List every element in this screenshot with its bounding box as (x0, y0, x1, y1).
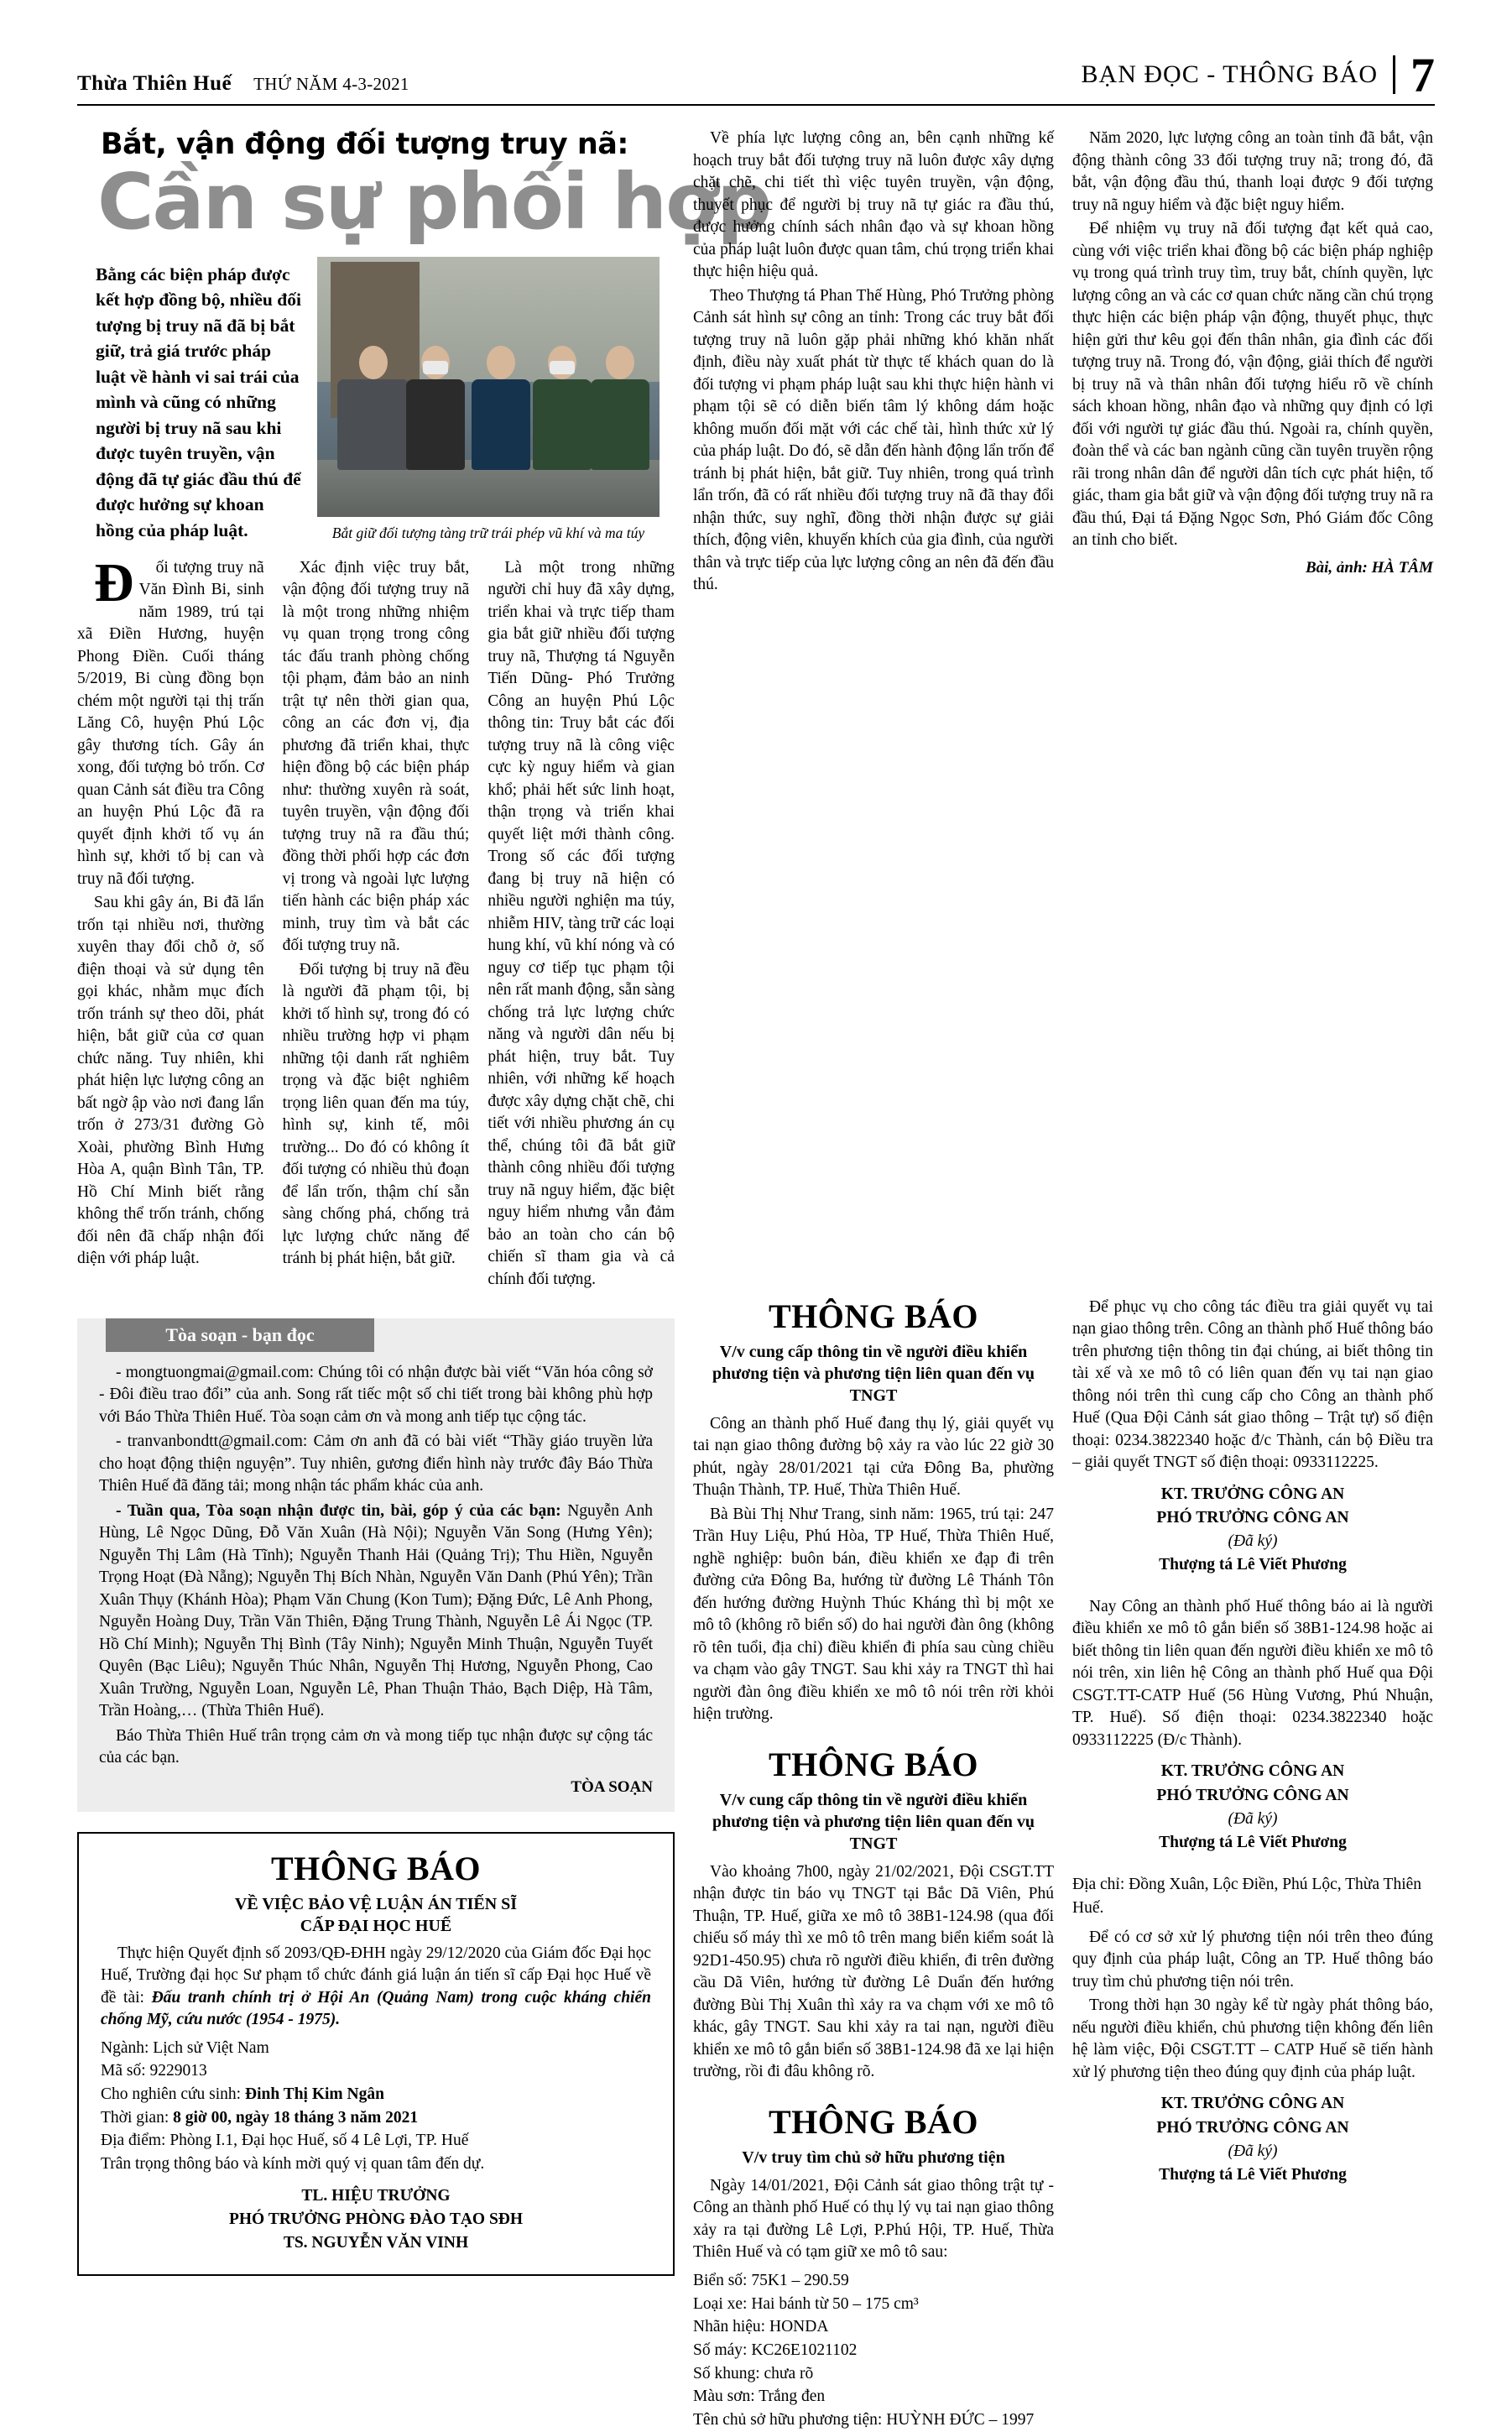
tngt2-signature (1072, 1760, 1433, 1855)
owner-field-label: Loại xe: (693, 2294, 752, 2313)
phd-sign-line: TL. HIỆU TRƯỞNG (301, 2186, 451, 2205)
owner-notice-intro: Ngày 14/01/2021, Đội Cảnh sát giao thông trật tự - Công an thành phố Huế có thụ lý vụ tai nạn giao thông xảy ra tại đường Lê Lợi, P.Phú Hội, TP. Huế, Thừa Thiên Huế và có tạm giữ xe mô tô sau: (693, 2176, 1054, 2262)
tngt2-body (693, 1861, 1054, 2084)
tngt2-sign-line: KT. TRƯỞNG CÔNG AN (1160, 1762, 1345, 1781)
phd-notice-sub2: CẤP ĐẠI HỌC HUẾ (300, 1916, 452, 1935)
owner-field-value: Hai bánh từ 50 – 175 cm³ (751, 2294, 919, 2313)
owner-field-value: Đồng Xuân, Lộc Điền, Phú Lộc, Thừa Thiên Huế. (1072, 1876, 1422, 1918)
section-title: BẠN ĐỌC - THÔNG BÁO (1081, 60, 1378, 89)
owner-field-value: HONDA (769, 2318, 829, 2336)
toasoan-signature: TÒA SOẠN (571, 1777, 653, 1796)
feature-paragraph: Theo Thượng tá Phan Thế Hùng, Phó Trưởng phòng Cảnh sát hình sự công an tỉnh: Trong các truy bắt đối tượng truy nã luôn gặp phải những khó khăn nhất định, điều này xuất phát từ thực tế khách quan do là đối tượng vi phạm pháp luật sau khi thực hiện hành vi phạm tội sẽ có diễn biến tâm lý không dám hoặc không muốn đối mặt với các chế tài, hình thức xử lý của pháp luật. Do đó, sẽ dẫn đến hành động lẩn trốn để tránh bị phát hiện, bắt giữ. Tuy nhiên, trong quá trình lẩn trốn, đã có rất nhiều đối tượng truy nã đã thay đổi nhận thức, suy nghĩ, đồng thời nhận được sự giải thích, động viên, khuyến khích của gia đình, của người thân và trực tiếp của lực lượng công an nên đã đến đầu thú. (693, 286, 1054, 594)
owner-search-notice (693, 2102, 1054, 2432)
owner-field-label: Biển số: (693, 2271, 752, 2289)
tngt1-sub: V/v cung cấp thông tin về người điều khiển phương tiện và phương tiện liên quan đến vụ TNGT (712, 1342, 1035, 1405)
top-grid (77, 128, 1435, 1292)
tngt2-title: THÔNG BÁO (768, 1745, 979, 1783)
masthead (77, 47, 1435, 106)
owner-field-row (693, 2269, 1054, 2293)
tngt2-paragraph: Vào khoảng 7h00, ngày 21/02/2021, Đội CSGT.TT nhận được tin báo vụ TNGT tại Bắc Dã Viên, Phú Thuận, TP. Huế, giữa xe mô tô 38B1-124.98 (qua đối chiếu số máy thì xe mô tô trên mang biển kiểm soát là 92D1-450.95) chưa rõ người điều khiển, đi trên đường cầu Dã Viên, hướng từ đường Lê Duẩn đến hướng đường Bùi Thị Xuân thì xảy ra va chạm với xe mô tô khác, gây TNGT. Sau khi xảy ra tai nạn, người điều khiển xe mô tô gắn biển số 38B1-124.98 đã xe lại hiện trường, rồi đi đâu không rõ. (693, 1862, 1054, 2081)
toasoan-body (77, 1352, 675, 1798)
owner-notice-paragraph: Trong thời hạn 30 ngày kể từ ngày phát thông báo, nếu người điều khiển, chủ phương tiện không đến liên hệ làm việc, Đội CSGT.TT – CATP Huế sẽ tiến hành xử lý phương tiện theo đúng quy định của pháp luật. (1072, 1996, 1433, 2081)
tngt1-paragraph: Công an thành phố Huế đang thụ lý, giải quyết vụ tai nạn giao thông đường bộ xảy ra vào lúc 22 giờ 30 phút, ngày 28/01/2021 tại cửa Đông Ba, phường Thuận Thành, TP. Huế, Thừa Thiên Huế. (693, 1414, 1054, 1500)
photo-person (406, 346, 465, 470)
owner-address-row (1072, 1873, 1433, 1919)
feature-article (77, 128, 771, 1292)
owner-field-row (693, 2339, 1054, 2362)
feature-paragraph: Về phía lực lượng công an, bên cạnh những kế hoạch truy bắt đối tượng truy nã luôn được xây dựng chặt chẽ, chi tiết thì việc tuyên truyền, vận động, thuyết phục để người bị truy nã tự giác ra đầu thú, được hưởng chính sách nhân đạo và sự khoan hồng của pháp luật luôn được quan tâm, chú trọng triển khai thực hiện hiệu quả. (693, 129, 1054, 281)
phd-field-value: Lịch sử Việt Nam (153, 2038, 269, 2057)
phd-field-row (101, 2106, 651, 2130)
issue-date: THỨ NĂM 4-3-2021 (253, 74, 409, 94)
tngt2-continuation (1072, 1596, 1433, 1855)
feature-paragraph: Để nhiệm vụ truy nã đối tượng đạt kết quả cao, cùng với việc triển khai đồng bộ các biện pháp nghiệp vụ trong quá trình truy tìm, truy bắt, chính quyền, lực lượng công an và các cơ quan chức năng cần chú trọng thực hiện các biện pháp vận động, thuyết phục, thực hiện gửi thư kêu gọi đến thân nhân, gia đình các đối tượng truy nã. Trong đó, vận động, giải thích để người bị truy nã và thân nhân đối tượng hiểu rõ về chính sách khoan hồng, nhân đạo và những quy định có lợi đối với người tự giác đầu thú. Ngoài ra, chính quyền, đoàn thể và các ban ngành cũng cần tuyên truyền rộng rãi trong nhân dân để người dân tích cực phát hiện, tố giác, tham gia bắt giữ và vận động đối tượng truy nã ra đầu thú, Đại tá Đặng Ngọc Sơn, Phó Giám đốc Công an tỉnh cho biết. (1072, 220, 1433, 550)
owner-field-value: chưa rõ (764, 2364, 814, 2382)
phd-field-label: Cho nghiên cứu sinh: (101, 2085, 245, 2104)
tngt1-sign-line: KT. TRƯỞNG CÔNG AN (1160, 1485, 1345, 1503)
owner-sign-line: PHÓ TRƯỞNG CÔNG AN (1156, 2118, 1349, 2137)
tngt1-continuation (1072, 1297, 1433, 1578)
feature-lead: Bằng các biện pháp được kết hợp đồng bộ, nhiều đối tượng bị truy nã đã bị bắt giữ, trả giá trước pháp luật về hành vi sai trái của mình và cũng có những người bị truy nã sau khi được tuyên truyền, vận động đã tự giác đầu thú để được hưởng sự khoan hồng của pháp luật. (96, 264, 301, 540)
phd-field-value: Đinh Thị Kim Ngân (244, 2085, 384, 2104)
page-number: 7 (1410, 47, 1435, 102)
phd-notice-fields (101, 2037, 651, 2176)
phd-notice-closing: Trân trọng thông báo và kính mời quý vị quan tâm đến dự. (101, 2155, 485, 2174)
owner-sign-line: Thượng tá Lê Viết Phương (1159, 2166, 1347, 2184)
feature-paragraph: Đối tượng truy nã Văn Đình Bi, sinh năm 1989, trú tại xã Điền Hương, huyện Phong Điền. Cuối tháng 5/2019, Bi cùng đồng bọn chém một người tại thị trấn Lăng Cô, huyện Phú Lộc gây thương tích. Gây án xong, đối tượng bỏ trốn. Cơ quan Cảnh sát điều tra Công an huyện Phú Lộc đã ra quyết định khởi tố vụ án hình sự, khởi tố bị can và truy nã đối tượng. (77, 551, 264, 888)
owner-field-value: KC26E1021102 (751, 2341, 858, 2360)
owner-notice-sub: V/v truy tìm chủ sở hữu phương tiện (742, 2148, 1005, 2167)
owner-field-label: Tên chủ sở hữu phương tiện: (693, 2411, 887, 2429)
phd-sign-line: TS. NGUYỄN VĂN VINH (283, 2234, 469, 2252)
reader-column (77, 1297, 675, 2432)
phd-field-label: Ngành: (101, 2038, 154, 2057)
tngt2-sign-line: PHÓ TRƯỞNG CÔNG AN (1156, 1786, 1349, 1804)
owner-field-value: HUỲNH ĐỨC – 1997 (886, 2411, 1035, 2429)
tngt1-paragraph: Để phục vụ cho công tác điều tra giải quyết vụ tai nạn giao thông trên. Công an thành phố Huế thông báo trên phương tiện thông tin đại chúng, ai biết thông tin tài xế và xe mô tô có liên quan đến vụ tai nạn giao thông nói trên thì cung cấp cho Công an thành phố Huế (Qua Đội Cảnh sát giao thông – Trật tự) số điện thoại: 0234.3822340 hoặc đ/c Thành, cán bộ Điều tra – giải quyết TNGT số điện thoại: 0933112225. (1072, 1297, 1433, 1472)
owner-field-label: Màu sơn: (693, 2388, 759, 2406)
toasoan-item: - tranvanbondtt@gmail.com: Cảm ơn anh đã có bài viết “Thầy giáo truyền lửa cho hoạt động thiện nguyện”. Tuy nhiên, gương điển hình này trước đây Báo Thừa Thiên Huế đã đăng tải; mong nhận tác phẩm khác của anh. (99, 1433, 653, 1495)
tngt2-paragraph: Nay Công an thành phố Huế thông báo ai là người điều khiển xe mô tô gắn biển số 38B1-124.98 hoặc ai biết thông tin liên quan đến người điều khiển xe mô tô nói trên, xin liên hệ Công an thành phố Huế qua Đội CSGT.TT-CATP Huế (56 Hùng Vương, Phú Nhuận, TP. Huế). Số điện thoại: 0234.3822340 hoặc 0933112225 (Đ/c Thành). (1072, 1597, 1433, 1749)
paper-title: Thừa Thiên Huế (77, 72, 232, 95)
phd-notice-title: THÔNG BÁO (270, 1849, 482, 1887)
feature-photo (317, 257, 660, 517)
owner-field-row (1072, 1873, 1433, 1919)
owner-notice-title: THÔNG BÁO (768, 2102, 979, 2141)
tngt2-sign-line: (Đã ký) (1228, 1809, 1278, 1828)
owner-notice-continuation (1072, 1873, 1433, 2187)
toasoan-box (77, 1318, 675, 1812)
owner-sign-line: (Đã ký) (1228, 2142, 1278, 2160)
feature-lead-row (77, 257, 675, 544)
photo-person (337, 346, 409, 470)
owner-field-row (693, 2293, 1054, 2316)
phd-notice-signature (101, 2184, 651, 2256)
owner-field-value: Trắng đen (759, 2388, 826, 2406)
tngt1-title: THÔNG BÁO (768, 1297, 979, 1335)
owner-field-label: Nhãn hiệu: (693, 2318, 769, 2336)
feature-paragraph: Đối tượng bị truy nã đều là người đã phạm tội, bị khởi tố hình sự, trong đó có nhiều trường hợp vi phạm những tội danh rất nghiêm trọng và đặc biệt nghiêm trọng liên quan đến ma túy, hình sự, kinh tế, môi trường... Do đó có không ít đối tượng có nhiều thủ đoạn để lẩn trốn, thậm chí sẵn sàng chống phá, chống trả lực lượng chức năng để tránh bị phát hiện, bắt giữ. (282, 960, 470, 1268)
owner-field-label: Địa chỉ: (1072, 1876, 1129, 1894)
photo-person (533, 346, 592, 470)
phd-field-value: 8 giờ 00, ngày 18 tháng 3 năm 2021 (173, 2108, 419, 2127)
owner-field-row (693, 2385, 1054, 2409)
tngt1-sign-line: (Đã ký) (1228, 1532, 1278, 1551)
owner-sign-line: KT. TRƯỞNG CÔNG AN (1160, 2095, 1345, 2113)
phd-field-label: Thời gian: (101, 2108, 174, 2127)
owner-field-label: Số khung: (693, 2364, 764, 2382)
owner-field-row (693, 2362, 1054, 2386)
toasoan-thanks-intro: - Tuần qua, Tòa soạn nhận được tin, bài, góp ý của các bạn: (116, 1501, 561, 1520)
phd-field-label: Địa điểm: (101, 2132, 170, 2150)
feature-byline: Bài, ảnh: HÀ TÂM (1305, 558, 1433, 577)
toasoan-thanks-list: Nguyễn Anh Hùng, Lê Ngọc Dũng, Đỗ Văn Xuân (Hà Nội); Nguyễn Văn Song (Hưng Yên); Nguyễn Thị Lâm (Hà Tĩnh); Nguyễn Thanh Hải (Quảng Trị); Thu Hiền, Nguyễn Trọng Hoạt (Đà Nẵng); Nguyễn Thị Bích Nhàn, Nguyễn Văn Danh (Phú Yên); Trần Xuân Thụy (Khánh Hòa); Phạm Văn Chung (Kon Tum); Đặng Đức, Lê Anh Phong, Nguyễn Hoàng Duy, Trần Văn Thiên, Đặng Trung Thành, Nguyễn Lê Ái Ngọc (TP. Hồ Chí Minh); Nguyễn Thị Bình (Tây Ninh); Nguyễn Minh Thuận, Nguyễn Tuyết Quyên (Bạc Liêu); Nguyễn Thúc Nhân, Nguyễn Thị Hương, Nguyễn Phong, Cao Xuân Trường, Nguyễn Loan, Nguyễn Lê, Phan Thuận Thảo, Bạch Diệp, Hà Tâm, Trần Hoàng,… (Thừa Thiên Huế). (99, 1501, 654, 1720)
owner-field-row (693, 2315, 1054, 2339)
phd-field-value: 9229013 (149, 2062, 207, 2080)
phd-intro-text: Thực hiện Quyết định số 2093/QĐ-ĐHH ngày 29/12/2020 của Giám đốc Đại học Huế, Trường đại học Sư phạm tổ chức đánh giá luận án tiến sĩ cấp Đại học Huế về đề tài: (101, 1944, 651, 2007)
feature-paragraph: Xác định việc truy bắt, vận động đối tượng truy nã là một trong những nhiệm vụ quan trọng trong công tác đấu tranh phòng chống tội phạm, đảm bảo an ninh trật tự nên thời gian qua, công an các đơn vị, địa phương đã triển khai, thực hiện đồng bộ các biện pháp như: thường xuyên rà soát, tuyên truyền, vận động đối tượng truy nã ra đầu thú; đồng thời phối hợp các đơn vị trong và ngoài lực lượng tiến hành các biện pháp xác minh, truy tìm và bắt các đối tượng truy nã. (282, 558, 470, 955)
tngt1-body (693, 1413, 1054, 1726)
notice-column-right (1072, 1297, 1433, 2432)
feature-kicker: Bắt, vận động đối tượng truy nã: (101, 128, 628, 161)
owner-vehicle-fields (693, 2269, 1054, 2432)
owner-field-row (693, 2409, 1054, 2432)
phd-defense-notice (77, 1832, 675, 2276)
toasoan-item: - mongtuongmai@gmail.com: Chúng tôi có nhận được bài viết “Văn hóa công sở - Đôi điều trao đổi” của anh. Song rất tiếc một số chi tiết trong bài không phù hợp với Báo Thừa Thiên Huế. Tòa soạn cảm ơn và mong anh tiếp tục cộng tác. (99, 1363, 653, 1426)
photo-person (591, 346, 649, 470)
feature-continuation-a (693, 128, 1054, 1292)
notice-column-left (693, 1297, 1054, 2432)
tngt1-sign-line: Thượng tá Lê Viết Phương (1159, 1556, 1347, 1574)
owner-notice-body (693, 2175, 1054, 2264)
tngt2-sign-line: Thượng tá Lê Viết Phương (1159, 1834, 1347, 1852)
phd-field-row (101, 2059, 651, 2083)
phd-sign-line: PHÓ TRƯỞNG PHÒNG ĐÀO TẠO SĐH (228, 2210, 524, 2229)
phd-thesis-title: Đấu tranh chính trị ở Hội An (Quảng Nam) trong cuộc kháng chiến chống Mỹ, cứu nước (1954 - 1975). (101, 1988, 651, 2029)
masthead-right (1081, 47, 1435, 102)
tngt1-signature (1072, 1483, 1433, 1578)
phd-notice-intro (101, 1943, 651, 2032)
owner-field-label: Số máy: (693, 2341, 752, 2360)
feature-paragraph: Năm 2020, lực lượng công an toàn tỉnh đã bắt, vận động thành công 33 đối tượng truy nã; trong đó, đã bắt, vận động đầu thú, thanh loại được 9 đối tượng truy nã nguy hiểm và đặc biệt nguy hiểm. (1072, 129, 1433, 214)
bottom-grid (77, 1297, 1435, 2432)
tngt-notice-1 (693, 1297, 1054, 1726)
masthead-left (77, 72, 409, 96)
phd-notice-sub1: VỀ VIỆC BẢO VỆ LUẬN ÁN TIẾN SĨ (234, 1894, 518, 1913)
phd-field-row (101, 2037, 651, 2060)
owner-field-value: 75K1 – 290.59 (751, 2271, 849, 2289)
toasoan-thanks (99, 1500, 653, 1723)
phd-field-label: Mã số: (101, 2062, 150, 2080)
toasoan-closing: Báo Thừa Thiên Huế trân trọng cảm ơn và mong tiếp tục nhận được sự cộng tác của các bạn. (99, 1726, 653, 1767)
feature-body (77, 551, 675, 1292)
phd-field-row (101, 2129, 651, 2153)
tngt1-sign-line: PHÓ TRƯỞNG CÔNG AN (1156, 1508, 1349, 1527)
owner-notice-signature (1072, 2092, 1433, 2187)
feature-paragraph: Sau khi gây án, Bi đã lẩn trốn tại nhiều nơi, thường xuyên thay đổi chỗ ở, số điện thoại và sử dụng tên gọi khác, nhằm mục đích trốn tránh sự theo dõi, phát hiện, bắt giữ của cơ quan chức năng. Tuy nhiên, khi phát hiện lực lượng công an bất ngờ ập vào nơi đang lẩn trốn ở 273/31 đường Gò Xoài, phường Bình Hưng Hòa A, quận Bình Tân, TP. Hồ Chí Minh biết rằng không thể trốn tránh, chống đối nên đã chấp nhận đối diện với pháp luật. (77, 894, 264, 1268)
feature-headline: Cần sự phối hợp (97, 157, 771, 247)
feature-photo-caption: Bắt giữ đối tượng tàng trữ trái phép vũ khí và ma túy (331, 524, 645, 541)
tngt2-sub: V/v cung cấp thông tin về người điều khiển phương tiện và phương tiện liên quan đến vụ TNGT (712, 1790, 1035, 1853)
masthead-divider (1393, 55, 1395, 94)
tngt1-paragraph: Bà Bùi Thị Như Trang, sinh năm: 1965, trú tại: 247 Trần Huy Liệu, Phú Hòa, TP Huế, Thừa Thiên Huế, nghề nghiệp: buôn bán, điều khiển xe đạp đi trên đường cửa Đông Ba, hướng từ đường Lê Thánh Tôn đến hướng đường Huỳnh Thúc Kháng thì bị một xe mô tô (không rõ biển số) do hai người đàn ông (không rõ tên tuổi, địa chỉ) điều khiển đi phía sau cùng chiều va chạm vào gây TNGT. Sau khi xảy ra TNGT thì hai người đàn ông điều khiển xe mô tô nói trên rời khỏi hiện trường. (693, 1505, 1054, 1724)
feature-continuation-b (1072, 128, 1433, 1292)
phd-field-row (101, 2083, 651, 2106)
feature-paragraph: Là một trong những người chỉ huy đã xây dựng, triển khai và trực tiếp tham gia bắt giữ nhiều đối tượng truy nã, Thượng tá Nguyễn Tiến Dũng- Phó Trưởng Công an huyện Phú Lộc thông tin: Truy bắt các đối tượng truy nã là công việc cực kỳ nguy hiểm và gian khổ; phải hết sức linh hoạt, thận trọng và triển khai quyết liệt mới thành công. Trong số các đối tượng đang bị truy nã hiện có nhiều người nghiện ma túy, nhiễm HIV, tàng trữ các loại hung khí, vũ khí nóng và có nguy cơ tiếp tục phạm tội nên rất manh động, sẵn sàng chống trả lực lượng chức năng và người dân nếu bị phát hiện, truy bắt. Tuy nhiên, với những kế hoạch được xây dựng chặt chẽ, chi tiết với nhiều phương án cụ thể, chúng tôi đã bắt giữ thành công nhiều đối tượng truy nã nguy hiểm, đặc biệt nguy hiểm nhưng vẫn đảm bảo an toàn cho cán bộ chiến sĩ tham gia và cả chính đối tượng. (487, 558, 675, 1288)
phd-notice-body (101, 1943, 651, 2032)
photo-person (472, 346, 530, 470)
owner-notice-paragraph: Để có cơ sở xử lý phương tiện nói trên theo đúng quy định của pháp luật, Công an TP. Huế thông báo truy tìm chủ phương tiện nói trên. (1072, 1928, 1433, 1991)
feature-photo-block (317, 257, 660, 544)
tngt-notice-2 (693, 1745, 1054, 2084)
toasoan-header: Tòa soạn - bạn đọc (106, 1318, 374, 1352)
phd-field-value: Phòng I.1, Đại học Huế, số 4 Lê Lợi, TP. Huế (169, 2132, 469, 2150)
